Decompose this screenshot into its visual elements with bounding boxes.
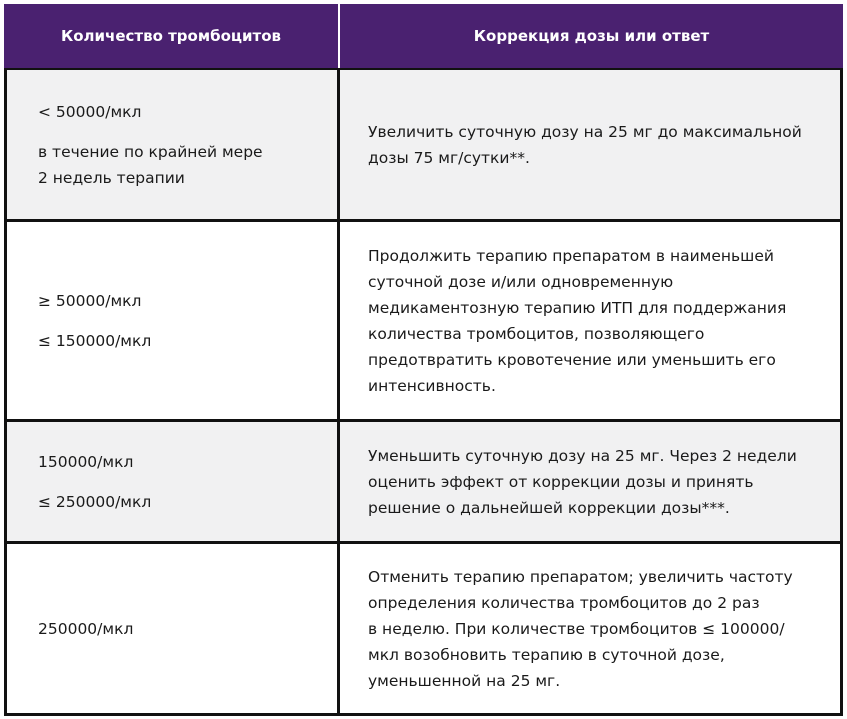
table-header <box>4 4 843 70</box>
dose-correction-cell <box>340 70 840 219</box>
table-row <box>4 544 843 716</box>
dose-text-line: в неделю. При количестве тромбоцитов ≤ 100000/ <box>368 619 785 638</box>
dose-text-line: Уменьшить суточную дозу на 25 мг. Через 2 недели <box>368 446 797 465</box>
dose-text-line: решение о дальнейшей коррекции дозы***. <box>368 498 730 517</box>
dose-text-line: Увеличить суточную дозу на 25 мг до максимальной <box>368 122 802 141</box>
platelet-range: ≤ 150000/мкл <box>38 331 152 350</box>
column-header-dose-correction: Коррекция дозы или ответ <box>473 27 710 45</box>
table-row <box>4 422 843 544</box>
platelet-range: 250000/мкл <box>38 619 134 638</box>
dose-text-line: уменьшенной на 25 мг. <box>368 671 561 690</box>
platelet-range: ≥ 50000/мкл <box>38 291 142 310</box>
dose-correction-cell <box>340 222 840 419</box>
dose-text-line: мкл возобновить терапию в суточной дозе, <box>368 645 725 664</box>
dose-text-line: интенсивность. <box>368 376 496 395</box>
platelet-count-cell <box>7 544 340 713</box>
platelet-condition: 2 недель терапии <box>38 168 185 187</box>
dose-text-line: определения количества тромбоцитов до 2 раз <box>368 593 760 612</box>
dose-adjustment-table <box>4 4 843 716</box>
platelet-count-cell <box>7 222 340 419</box>
platelet-count-cell <box>7 70 340 219</box>
table-row <box>4 222 843 422</box>
platelet-range: ≤ 250000/мкл <box>38 492 152 511</box>
dose-correction-cell <box>340 544 840 713</box>
dose-correction-cell <box>340 422 840 541</box>
dose-text-line: медикаментозную терапию ИТП для поддержания <box>368 298 787 317</box>
platelet-range: < 50000/мкл <box>38 102 142 121</box>
platelet-range: 150000/мкл <box>38 452 134 471</box>
dose-text-line: количества тромбоцитов, позволяющего <box>368 324 705 343</box>
dose-text-line: оценить эффект от коррекции дозы и принять <box>368 472 754 491</box>
dose-text-line: дозы 75 мг/сутки**. <box>368 148 530 167</box>
dose-text-line: Отменить терапию препаратом; увеличить частоту <box>368 567 793 586</box>
column-header-platelet-count: Количество тромбоцитов <box>4 4 340 68</box>
platelet-condition: в течение по крайней мере <box>38 142 263 161</box>
dose-text-line: Продолжить терапию препаратом в наименьшей <box>368 246 774 265</box>
table-row <box>4 70 843 222</box>
dose-text-line: суточной дозе и/или одновременную <box>368 272 674 291</box>
platelet-count-cell <box>7 422 340 541</box>
dose-text-line: предотвратить кровотечение или уменьшить его <box>368 350 776 369</box>
